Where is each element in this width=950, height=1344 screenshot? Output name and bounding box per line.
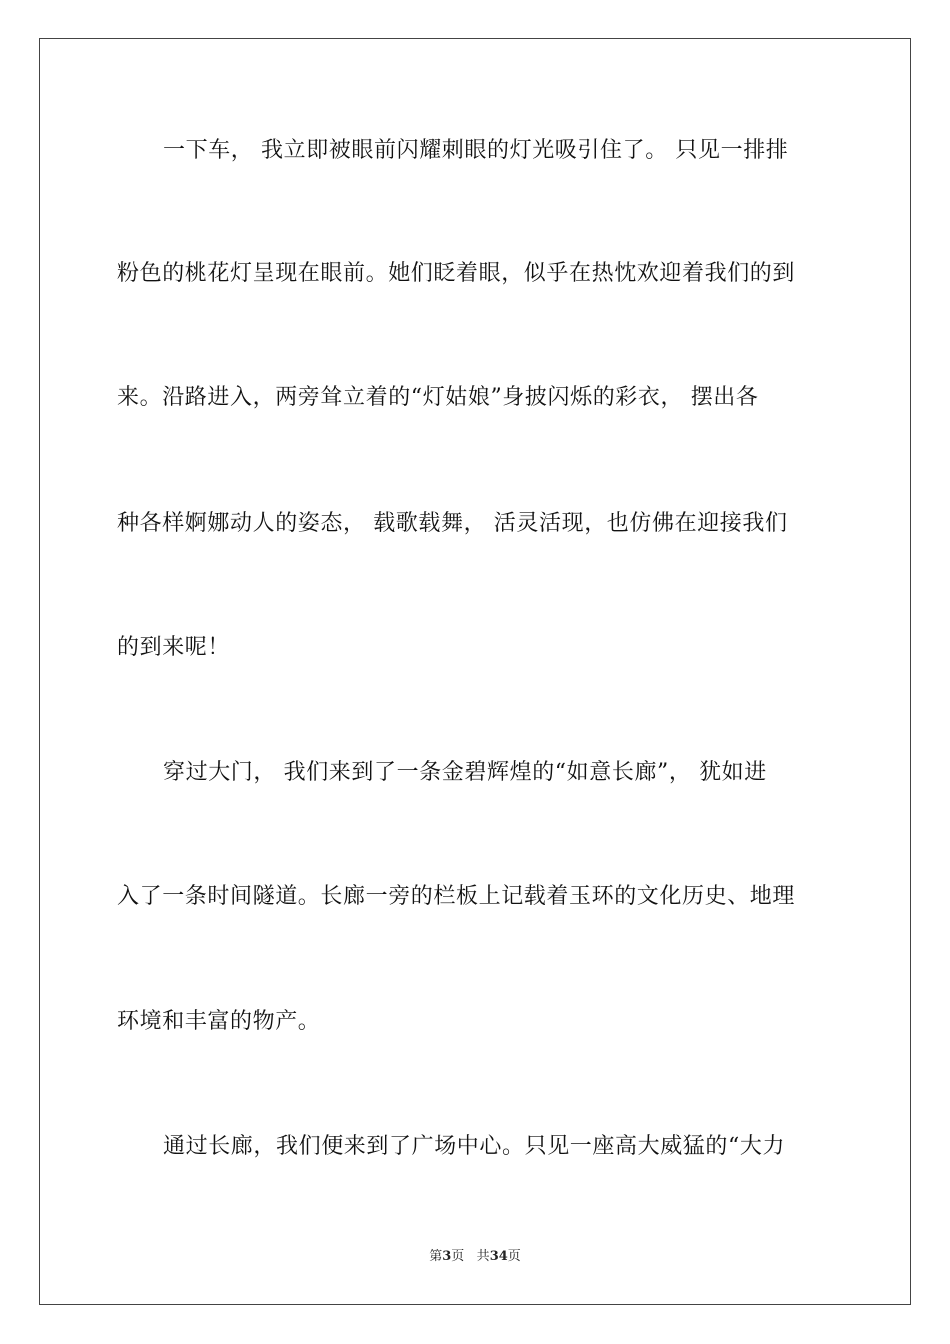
total-prefix: 共 (476, 1249, 490, 1264)
paragraph-line: 粉色的桃花灯呈现在眼前。她们眨着眼，似乎在热忱欢迎着我们的到 (117, 261, 796, 286)
total-suffix: 页 (507, 1249, 521, 1264)
paragraph-line: 的到来呢！ (117, 635, 231, 660)
page-frame (39, 38, 911, 1305)
paragraph-line: 环境和丰富的物产。 (117, 1009, 321, 1034)
page-prefix: 第 (429, 1249, 443, 1264)
paragraph-line: 穿过大门， 我们来到了一条金碧辉煌的“如意长廊”， 犹如进 (163, 760, 767, 785)
paragraph-line: 种各样婀娜动人的姿态， 载歌载舞， 活灵活现，也仿佛在迎接我们 (117, 511, 788, 536)
page-footer (0, 1248, 950, 1266)
paragraph-line: 一下车， 我立即被眼前闪耀刺眼的灯光吸引住了。 只见一排排 (163, 138, 789, 163)
paragraph-line: 入了一条时间隧道。长廊一旁的栏板上记载着玉环的文化历史、地理 (117, 884, 796, 909)
total-pages: 34 (489, 1249, 508, 1264)
paragraph-line: 通过长廊，我们便来到了广场中心。只见一座高大威猛的“大力 (163, 1134, 786, 1159)
paragraph-line: 来。沿路进入，两旁耸立着的“灯姑娘”身披闪烁的彩衣， 摆出各 (117, 385, 759, 410)
page-suffix: 页 (451, 1249, 465, 1264)
current-page-number: 3 (442, 1249, 452, 1264)
